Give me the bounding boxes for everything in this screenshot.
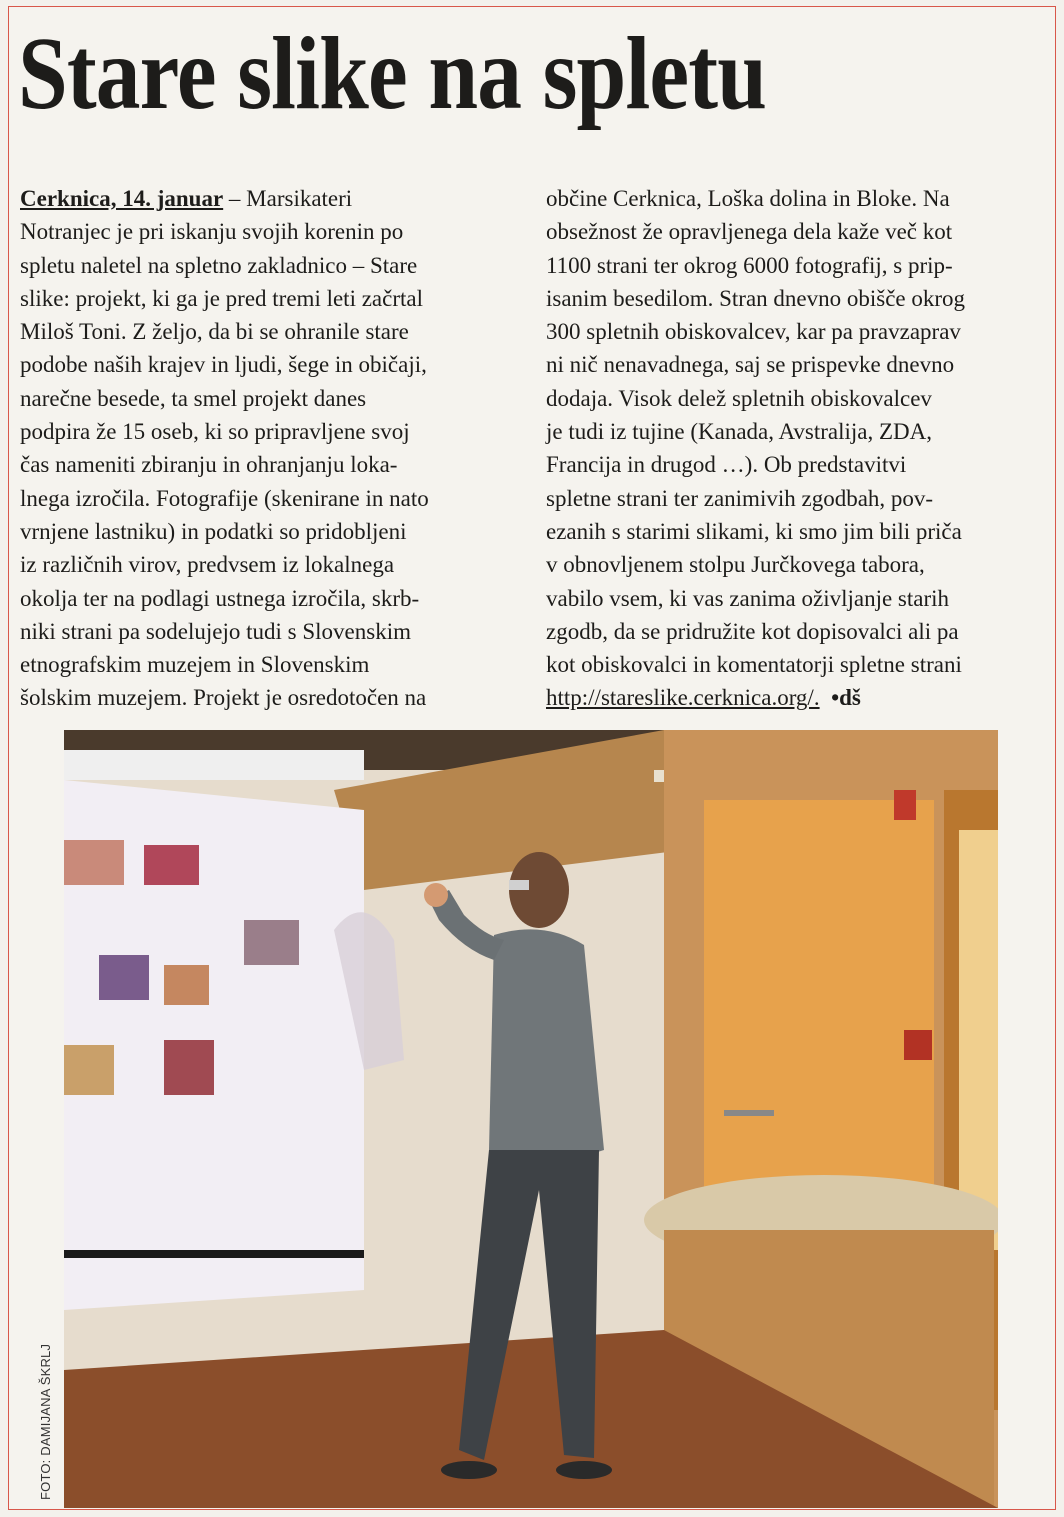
column2-line: spletne strani ter zanimivih zgodbah, pov- — [546, 485, 934, 511]
column2-line: ezanih s starimi slikami, ki smo jim bili priča — [546, 518, 962, 544]
column2-line: je tudi iz tujine (Kanada, Avstralija, ZDA, — [546, 419, 932, 445]
column2-line: dodaja. Visok delež spletnih obiskovalcev — [546, 385, 932, 411]
column1-line: etnografskim muzejem in Slovenskim — [20, 652, 370, 678]
column1-line: narečne besede, ta smel projekt danes — [20, 385, 367, 411]
column1-line: niki strani pa sodelujejo tudi s Slovenskim — [20, 618, 411, 644]
column1-line: iz različnih virov, predvsem iz lokalnega — [20, 552, 395, 578]
column1-line: Miloš Toni. Z željo, da bi se ohranile stare — [20, 319, 409, 345]
column2-line: obsežnost že opravljenega dela kaže več kot — [546, 219, 953, 245]
column1-line: podpira že 15 oseb, ki so pripravljene svoj — [20, 419, 410, 445]
column2-line: ni nič nenavadnega, saj se prispevke dnevno — [546, 352, 955, 378]
column1-line-1: Cerknica, 14. januar – Marsikateri — [20, 186, 353, 211]
column2-line: 300 spletnih obiskovalcev, kar pa pravzaprav — [546, 319, 961, 345]
column2-line: isanim besedilom. Stran dnevno obišče okrog — [546, 285, 966, 311]
column2-line: občine Cerknica, Loška dolina in Bloke. Na — [546, 186, 950, 211]
column2-line: vabilo vsem, ki vas zanima oživljanje starih — [546, 585, 950, 611]
column1-line: lnega izročila. Fotografije (skenirane in nato — [20, 485, 429, 511]
photo-credit: FOTO: DAMIJANA ŠKRLJ — [38, 1343, 53, 1500]
author-signature: •dš — [831, 685, 861, 711]
column1-line: vrnjene lastniku) in podatki so pridobljeni — [20, 518, 407, 544]
column2-line: 1100 strani ter okrog 6000 fotografij, s prip- — [546, 252, 953, 278]
article-column-1 — [20, 182, 490, 715]
column1-line: okolja ter na podlagi ustnega izročila, skrb- — [20, 585, 420, 611]
article-column-2 — [546, 182, 1056, 715]
column1-line: spletu naletel na spletno zakladnico – Stare — [20, 252, 418, 278]
headline: Stare slike na spletu — [18, 16, 767, 131]
article-photo — [64, 730, 998, 1508]
column1-line: podobe naših krajev in ljudi, šege in običaji, — [20, 352, 427, 378]
column2-line: zgodb, da se pridružite kot dopisovalci ali pa — [546, 618, 959, 644]
website-link[interactable]: http://stareslike.cerknica.org/. — [546, 685, 820, 711]
column1-line: slike: projekt, ki ga je pred tremi leti začrtal — [20, 285, 423, 311]
column1-line: šolskim muzejem. Projekt je osredotočen na — [20, 685, 427, 711]
column2-line: v obnovljenem stolpu Jurčkovega tabora, — [546, 552, 925, 578]
column1-line: čas nameniti zbiranju in ohranjanju loka- — [20, 452, 398, 478]
column2-line: kot obiskovalci in komentatorji spletne strani — [546, 652, 962, 678]
dateline: Cerknica, 14. januar — [20, 186, 224, 211]
column1-line: Notranjec je pri iskanju svojih korenin po — [20, 219, 404, 245]
column2-line: Francija in drugod …). Ob predstavitvi — [546, 452, 907, 478]
presentation-photo-illustration — [64, 730, 998, 1508]
column2-last-line — [546, 681, 1056, 714]
